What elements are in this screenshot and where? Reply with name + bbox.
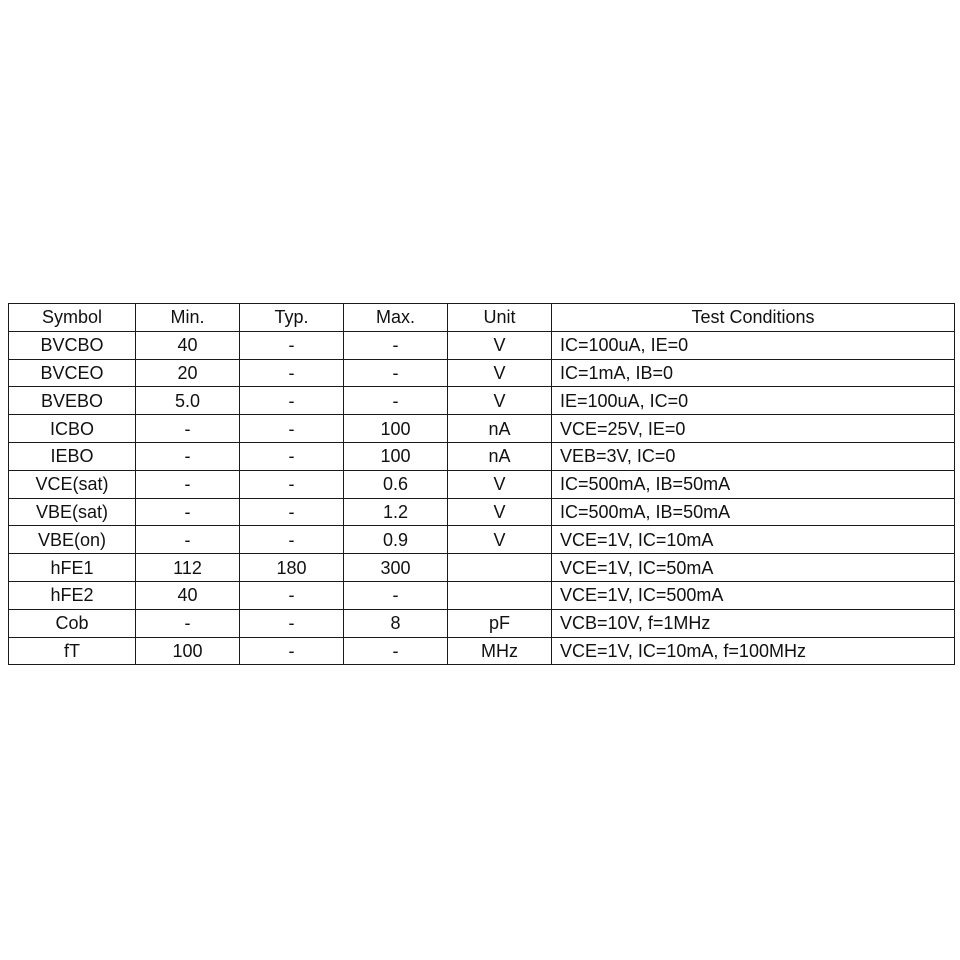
header-typ: Typ. — [240, 304, 344, 332]
table-row — [9, 415, 955, 443]
cell-unit: V — [448, 387, 552, 415]
cell-typ: - — [240, 331, 344, 359]
cell-typ: - — [240, 498, 344, 526]
header-unit: Unit — [448, 304, 552, 332]
cell-symbol: Cob — [9, 609, 136, 637]
cell-symbol: VBE(on) — [9, 526, 136, 554]
cell-min: - — [136, 498, 240, 526]
cell-max: - — [344, 637, 448, 665]
cell-symbol: BVCBO — [9, 331, 136, 359]
cell-min: - — [136, 609, 240, 637]
cell-typ: - — [240, 470, 344, 498]
header-max: Max. — [344, 304, 448, 332]
cell-max: - — [344, 359, 448, 387]
cell-min: 20 — [136, 359, 240, 387]
table-row — [9, 470, 955, 498]
cell-typ: - — [240, 637, 344, 665]
table-row — [9, 637, 955, 665]
cell-max: 1.2 — [344, 498, 448, 526]
cell-typ: - — [240, 415, 344, 443]
table-header-row — [9, 304, 955, 332]
cell-unit: nA — [448, 442, 552, 470]
header-symbol: Symbol — [9, 304, 136, 332]
table-row — [9, 498, 955, 526]
cell-test-conditions: VCB=10V, f=1MHz — [552, 609, 955, 637]
cell-max: 100 — [344, 442, 448, 470]
cell-test-conditions: IE=100uA, IC=0 — [552, 387, 955, 415]
table-row — [9, 387, 955, 415]
cell-test-conditions: VCE=25V, IE=0 — [552, 415, 955, 443]
cell-max: 8 — [344, 609, 448, 637]
cell-typ: - — [240, 609, 344, 637]
header-test-conditions: Test Conditions — [552, 304, 955, 332]
table-row — [9, 359, 955, 387]
cell-test-conditions: IC=100uA, IE=0 — [552, 331, 955, 359]
cell-min: 112 — [136, 554, 240, 582]
cell-max: 100 — [344, 415, 448, 443]
cell-unit: V — [448, 526, 552, 554]
table-row — [9, 609, 955, 637]
cell-symbol: hFE2 — [9, 581, 136, 609]
cell-min: - — [136, 470, 240, 498]
cell-test-conditions: VCE=1V, IC=50mA — [552, 554, 955, 582]
cell-typ: - — [240, 387, 344, 415]
cell-min: - — [136, 442, 240, 470]
cell-unit — [448, 581, 552, 609]
cell-min: - — [136, 415, 240, 443]
cell-max: - — [344, 331, 448, 359]
cell-test-conditions: IC=1mA, IB=0 — [552, 359, 955, 387]
cell-symbol: BVEBO — [9, 387, 136, 415]
cell-unit: V — [448, 359, 552, 387]
cell-test-conditions: IC=500mA, IB=50mA — [552, 498, 955, 526]
cell-test-conditions: VCE=1V, IC=10mA, f=100MHz — [552, 637, 955, 665]
cell-min: - — [136, 526, 240, 554]
cell-unit: V — [448, 470, 552, 498]
electrical-characteristics-table — [8, 303, 955, 665]
cell-test-conditions: VCE=1V, IC=500mA — [552, 581, 955, 609]
cell-symbol: VBE(sat) — [9, 498, 136, 526]
cell-unit: V — [448, 331, 552, 359]
table-row — [9, 526, 955, 554]
cell-symbol: ICBO — [9, 415, 136, 443]
table-row — [9, 331, 955, 359]
cell-min: 40 — [136, 581, 240, 609]
cell-unit — [448, 554, 552, 582]
cell-typ: - — [240, 359, 344, 387]
cell-symbol: VCE(sat) — [9, 470, 136, 498]
table-body — [9, 331, 955, 665]
cell-test-conditions: VEB=3V, IC=0 — [552, 442, 955, 470]
cell-unit: V — [448, 498, 552, 526]
cell-max: 0.9 — [344, 526, 448, 554]
table-row — [9, 442, 955, 470]
cell-typ: - — [240, 526, 344, 554]
cell-max: 0.6 — [344, 470, 448, 498]
cell-min: 40 — [136, 331, 240, 359]
table-row — [9, 554, 955, 582]
cell-test-conditions: VCE=1V, IC=10mA — [552, 526, 955, 554]
table-row — [9, 581, 955, 609]
cell-symbol: fT — [9, 637, 136, 665]
cell-symbol: IEBO — [9, 442, 136, 470]
cell-max: - — [344, 581, 448, 609]
cell-unit: pF — [448, 609, 552, 637]
cell-symbol: hFE1 — [9, 554, 136, 582]
cell-unit: MHz — [448, 637, 552, 665]
cell-min: 100 — [136, 637, 240, 665]
cell-typ: - — [240, 581, 344, 609]
cell-min: 5.0 — [136, 387, 240, 415]
cell-symbol: BVCEO — [9, 359, 136, 387]
cell-typ: 180 — [240, 554, 344, 582]
cell-max: 300 — [344, 554, 448, 582]
header-min: Min. — [136, 304, 240, 332]
cell-typ: - — [240, 442, 344, 470]
cell-test-conditions: IC=500mA, IB=50mA — [552, 470, 955, 498]
cell-max: - — [344, 387, 448, 415]
cell-unit: nA — [448, 415, 552, 443]
